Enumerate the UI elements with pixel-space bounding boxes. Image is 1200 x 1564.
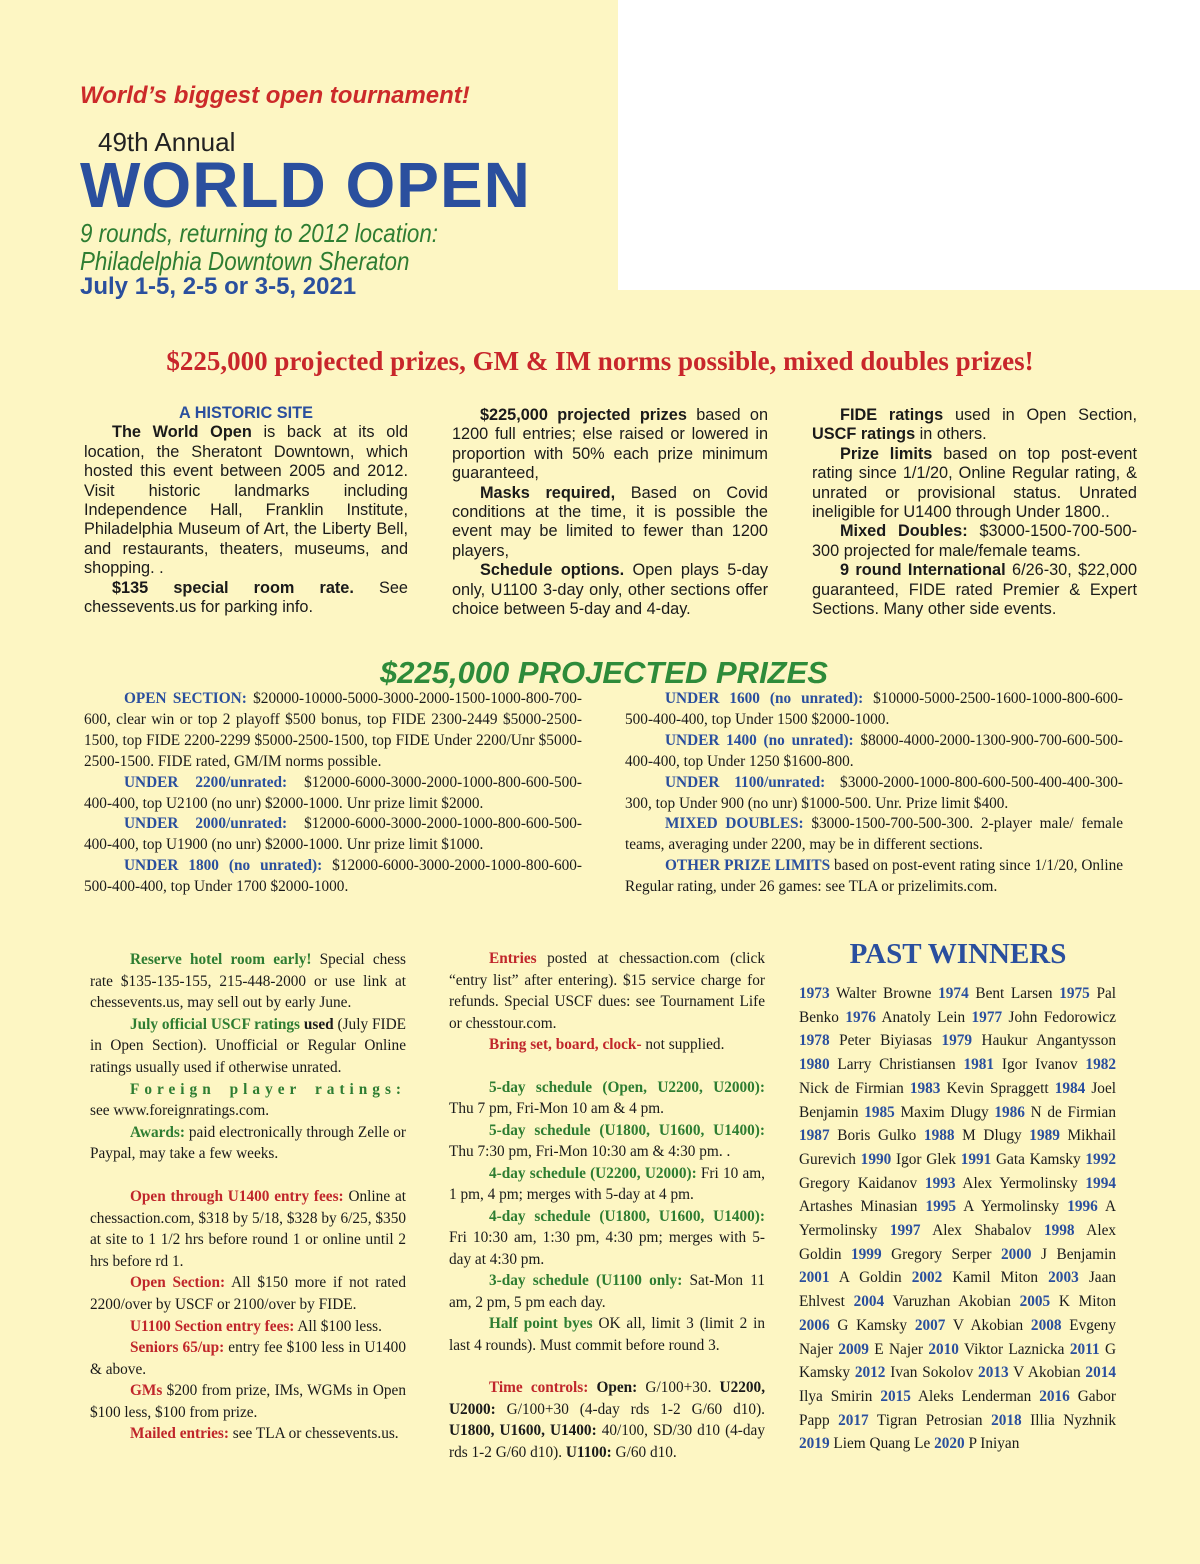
winner-year: 1999 <box>851 1245 882 1263</box>
winner-name: Alex Goldin <box>799 1222 1117 1263</box>
winner-year: 1992 <box>1085 1150 1116 1168</box>
prize-mixed-doubles: MIXED DOUBLES: $3000-1500-700-500-300. 2-player male/ female teams, averaging under 2200, may be in different sections. <box>625 815 1123 854</box>
prizes-left-column <box>84 689 582 898</box>
winner-name: Jaan Ehlvest <box>799 1269 1117 1311</box>
winner-name: Igor Ivanov <box>994 1056 1086 1074</box>
winner-year: 2013 <box>978 1364 1009 1382</box>
prize-open-section: OPEN SECTION: $20000-10000-5000-3000-2000-1500-1000-800-700-600, clear win or top 2 playoff $500 bonus, top FIDE 2300-2449 $5000-2500-1500, top FIDE 2200-2299 $5000-2500-1500, top FIDE Under 2200/Unr $5000-2500-1500. FIDE rated, GM/IM norms possible. <box>84 690 582 770</box>
room-rate-paragraph: $135 special room rate. See chessevents.us for parking info. <box>84 578 408 617</box>
winner-year: 2001 <box>799 1269 830 1287</box>
prizes-heading: $225,000 PROJECTED PRIZES <box>380 655 828 690</box>
mixed-doubles-paragraph: Mixed Doubles: $3000-1500-700-500-300 projected for male/female teams. <box>812 522 1137 560</box>
winner-name: Pal Benko <box>799 985 1117 1026</box>
winner-name: Liem Quang Le <box>829 1435 935 1453</box>
tagline: World’s biggest open tournament! <box>80 82 470 109</box>
entries-paragraph: Entries posted at chessaction.com (click “entry list” after entering). $15 service charge for refunds. Special USCF dues: see Tournament Life or chesstour.com. <box>449 950 765 1032</box>
winner-year: 1985 <box>864 1103 895 1121</box>
ratings-paragraph: FIDE ratings used in Open Section, USCF ratings in others. <box>812 406 1137 444</box>
past-winners-list <box>799 982 1116 1456</box>
winner-name: Walter Browne <box>829 985 939 1002</box>
winner-year: 1998 <box>1043 1222 1075 1240</box>
schedule-5day-a: 5-day schedule (Open, U2200, U2000): Thu 7 pm, Fri-Mon 10 am & 4 pm. <box>449 1078 765 1117</box>
winner-year: 2003 <box>1048 1269 1079 1287</box>
international-paragraph: 9 round International 6/26-30, $22,000 guaranteed, FIDE rated Premier & Expert Sections. Many other side events. <box>812 561 1137 619</box>
time-controls-paragraph: Time controls: Open: G/100+30. U2200, U2000: G/100+30 (4-day rds 1-2 G/60 d10). U1800, U1600, U1400: 40/100, SD/30 d10 (4-day rds 1-2 G/60 d10). U1100: G/60 d10. <box>449 1379 766 1461</box>
winner-year: 2012 <box>854 1364 886 1382</box>
u1100-fee-paragraph: U1100 Section entry fees: All $100 less. <box>130 1317 382 1335</box>
open-section-fee-paragraph: Open Section: All $150 more if not rated 2200/over by USCF or 2100/over by FIDE. <box>90 1274 406 1313</box>
winner-year: 2007 <box>914 1316 946 1334</box>
winner-name: J Benjamin <box>1031 1245 1116 1263</box>
intro-column-historic <box>84 404 408 617</box>
winner-name: K Miton <box>1050 1293 1116 1311</box>
event-dates: July 1-5, 2-5 or 3-5, 2021 <box>80 273 357 300</box>
winner-name: Gabor Papp <box>799 1387 1116 1429</box>
winner-year: 1982 <box>1085 1056 1117 1074</box>
schedule-3day: 3-day schedule (U1100 only: Sat-Mon 11 am, 2 pm, 5 pm each day. <box>449 1272 765 1311</box>
winner-name: Gata Kamsky <box>991 1150 1086 1168</box>
winner-year: 1973 <box>799 985 830 1002</box>
page-title: WORLD OPEN <box>80 149 531 221</box>
winner-year: 1990 <box>860 1150 892 1168</box>
winner-name: Viktor Laznicka <box>958 1340 1070 1358</box>
winner-name: Maxim Dlugy <box>894 1103 995 1121</box>
lower-left-column <box>90 949 406 1445</box>
prize-under-1800: UNDER 1800 (no unrated): $12000-6000-3000-2000-1000-800-600-500-400-400, top Under 1700 $2000-1000. <box>84 857 582 896</box>
winner-year: 2009 <box>838 1340 869 1358</box>
winner-name: Ilya Smirin <box>799 1387 881 1405</box>
bring-equipment-paragraph: Bring set, board, clock- not supplied. <box>489 1036 725 1053</box>
intro-column-prizes <box>452 406 768 619</box>
schedule-4day-a: 4-day schedule (U2200, U2000): Fri 10 am, 1 pm, 4 pm; merges with 5-day at 4 pm. <box>449 1164 765 1203</box>
winner-year: 2004 <box>853 1293 885 1311</box>
prize-under-2200: UNDER 2200/unrated: $12000-6000-3000-2000-1000-800-600-500-400-400, top U2100 (no unr) $2000-1000. Unr prize limit $2000. <box>84 773 582 812</box>
winner-year: 1980 <box>799 1056 830 1074</box>
winner-name: Tigran Petrosian <box>868 1411 992 1429</box>
prize-banner: $225,000 projected prizes, GM & IM norms possible, mixed doubles prizes! <box>166 346 1034 376</box>
winner-name: Igor Glek <box>891 1150 961 1168</box>
winner-year: 2010 <box>928 1340 959 1358</box>
winner-year: 2016 <box>1039 1387 1070 1405</box>
winner-year: 2015 <box>880 1387 911 1405</box>
winner-year: 1995 <box>925 1198 957 1216</box>
blank-panel <box>618 0 1200 290</box>
winner-year: 1994 <box>1085 1174 1116 1192</box>
winner-year: 1989 <box>1029 1127 1060 1145</box>
winner-year: 1975 <box>1059 985 1090 1002</box>
winner-name: Gregory Serper <box>881 1245 1001 1263</box>
historic-site-heading: A HISTORIC SITE <box>179 404 313 422</box>
prize-limits-paragraph: Prize limits based on top post-event rating since 1/1/20, Online Regular rating, & unrated or provisional status. Unrated ineligible for U1400 through Under 1800.. <box>812 444 1137 522</box>
hotel-paragraph: Reserve hotel room early! Special chess rate $135-135-155, 215-448-2000 or use link at chessevents.us, may sell out by early June. <box>90 951 406 1012</box>
winner-name: A Goldin <box>829 1269 912 1287</box>
winner-name: John Fedorowicz <box>1002 1008 1116 1026</box>
schedule-4day-b: 4-day schedule (U1800, U1600, U1400): Fri 10:30 am, 1:30 pm, 4:30 pm; merges with 5-day at 4:30 pm. <box>449 1207 765 1268</box>
winner-name: P Iniyan <box>964 1435 1020 1453</box>
winner-name: A Yermolinsky <box>956 1198 1068 1216</box>
prize-other-limits: OTHER PRIZE LIMITS based on post-event rating since 1/1/20, Online Regular rating, under 26 games: see TLA or prizelimits.com. <box>625 857 1124 896</box>
intro-column-ratings <box>812 406 1137 619</box>
ratings-used-paragraph: July official USCF ratings used (July FIDE in Open Section). Unofficial or Regular Online ratings usually used if otherwise unrated. <box>90 1015 406 1076</box>
winner-name: E Najer <box>868 1340 929 1358</box>
annual-label: 49th Annual <box>98 127 236 157</box>
winner-name: M Dlugy <box>954 1127 1030 1145</box>
winner-year: 2002 <box>911 1269 943 1287</box>
winner-name: Artashes Minasian <box>799 1198 926 1216</box>
winner-year: 2020 <box>934 1435 965 1453</box>
winner-year: 1983 <box>909 1079 941 1097</box>
mailed-entries-paragraph: Mailed entries: see TLA or chessevents.us. <box>130 1425 399 1443</box>
winner-year: 1996 <box>1067 1198 1098 1216</box>
winner-year: 2018 <box>991 1411 1022 1429</box>
gms-paragraph: GMs $200 from prize, IMs, WGMs in Open $100 less, $100 from prize. <box>90 1382 406 1421</box>
lower-middle-column <box>449 948 765 1463</box>
winner-year: 1997 <box>889 1222 921 1240</box>
entry-fees-paragraph: Open through U1400 entry fees: Online at chessaction.com, $318 by 5/18, $328 by 6/25, $350 at site to 1 1/2 hrs before round 1 or online until 2 hrs before rd 1. <box>90 1187 406 1270</box>
winner-year: 1976 <box>845 1008 876 1026</box>
winner-name: Bent Larsen <box>968 985 1060 1002</box>
subtitle-line-1: 9 rounds, returning to 2012 location: <box>80 218 439 248</box>
byes-paragraph: Half point byes OK all, limit 3 (limit 2 in last 4 rounds). Must commit before round 3. <box>449 1315 765 1354</box>
winner-name: Varuzhan Akobian <box>884 1293 1020 1311</box>
winner-name: Kevin Spraggett <box>940 1079 1055 1097</box>
masks-paragraph: Masks required, Based on Covid conditions at the time, it is possible the event may be limited to fewer than 1200 players, <box>452 483 768 560</box>
winner-name: Ivan Sokolov <box>885 1364 979 1382</box>
winner-name: Boris Gulko <box>829 1127 924 1145</box>
projected-prizes-paragraph: $225,000 projected prizes based on 1200 full entries; else raised or lowered in proportion with 50% each prize minimum guaranteed, <box>452 406 768 483</box>
winner-name: Kamil Miton <box>942 1269 1049 1287</box>
winner-name: Nick de Firmian <box>799 1079 910 1097</box>
winner-name: N de Firmian <box>1024 1103 1116 1121</box>
winner-name: Mikhail Gurevich <box>799 1127 1116 1168</box>
prize-under-1600: UNDER 1600 (no unrated): $10000-5000-2500-1600-1000-800-600-500-400-400, top Under 1500 $2000-1000. <box>625 690 1123 728</box>
winner-year: 2008 <box>1030 1316 1062 1334</box>
winner-year: 1974 <box>938 985 969 1002</box>
winner-year: 2006 <box>799 1316 830 1334</box>
winner-year: 1988 <box>923 1127 955 1145</box>
winner-name: Larry Christiansen <box>829 1056 964 1074</box>
winner-year: 2005 <box>1019 1293 1051 1311</box>
winner-year: 2019 <box>799 1435 830 1453</box>
winner-name: Alex Yermolinsky <box>955 1174 1086 1192</box>
winner-name: Evgeny Najer <box>799 1316 1116 1358</box>
winner-name: G Kamsky <box>799 1340 1117 1382</box>
winner-year: 1977 <box>971 1008 1003 1026</box>
winner-name: Alex Shabalov <box>920 1222 1044 1240</box>
schedule-5day-b: 5-day schedule (U1800, U1600, U1400): Thu 7:30 pm, Fri-Mon 10:30 am & 4:30 pm. . <box>449 1121 765 1160</box>
winner-name: Joel Benjamin <box>799 1079 1116 1121</box>
winner-year: 2000 <box>1000 1245 1032 1263</box>
winner-year: 1993 <box>924 1174 956 1192</box>
awards-paragraph: Awards: paid electronically through Zelle or Paypal, may take a few weeks. <box>90 1123 406 1163</box>
winner-name: A Yermolinsky <box>799 1198 1117 1240</box>
winner-name: Gregory Kaidanov <box>799 1174 925 1192</box>
winner-name: V Akobian <box>1008 1364 1086 1382</box>
prize-under-1100: UNDER 1100/unrated: $3000-2000-1000-800-600-500-400-400-300-300, top Under 900 (no unr) $1000-500. Unr. Prize limit $400. <box>625 773 1123 812</box>
winner-year: 1979 <box>941 1032 973 1050</box>
past-winners-heading: PAST WINNERS <box>849 938 1067 970</box>
historic-paragraph: The World Open is back at its old location, the Sheratont Downtown, which hosted this event between 2005 and 2012. Visit historic landmarks including Independence Hall, Franklin Institute, Philadelphia Museum of Art, the Liberty Bell, and restaurants, theaters, museums, and shopping. . <box>84 423 408 578</box>
schedule-options-paragraph: Schedule options. Open plays 5-day only, U1100 3-day only, other sections offer choice between 5-day and 4-day. <box>452 561 768 619</box>
winner-year: 2014 <box>1085 1364 1117 1382</box>
winner-name: Aleks Lenderman <box>910 1387 1040 1405</box>
winner-year: 1981 <box>963 1056 995 1074</box>
winner-year: 2017 <box>838 1411 869 1429</box>
prize-under-1400: UNDER 1400 (no unrated): $8000-4000-2000-1300-900-700-600-500-400-400, top Under 1250 $1600-800. <box>625 731 1123 770</box>
prize-under-2000: UNDER 2000/unrated: $12000-6000-3000-2000-1000-800-600-500-400-400, top U1900 (no unr) $2000-1000. Unr prize limit $1000. <box>84 815 582 854</box>
winner-name: Peter Biyiasas <box>829 1032 942 1050</box>
winner-year: 2011 <box>1069 1340 1100 1358</box>
foreign-ratings-paragraph: Foreign player ratings: see www.foreignratings.com. <box>90 1080 406 1120</box>
winner-year: 1978 <box>799 1032 830 1050</box>
winner-year: 1987 <box>799 1127 830 1145</box>
seniors-paragraph: Seniors 65/up: entry fee $100 less in U1400 & above. <box>90 1339 406 1378</box>
winner-year: 1991 <box>960 1150 992 1168</box>
winner-name: V Akobian <box>945 1316 1031 1334</box>
winner-year: 1986 <box>994 1103 1025 1121</box>
prizes-right-column <box>625 689 1123 898</box>
winner-year: 1984 <box>1054 1079 1086 1097</box>
winner-name: Anatoly Lein <box>875 1008 972 1026</box>
winner-name: Illia Nyzhnik <box>1021 1411 1116 1429</box>
winner-name: G Kamsky <box>829 1316 915 1334</box>
subtitle-line-2: Philadelphia Downtown Sheraton <box>80 246 410 276</box>
winner-name: Haukur Angantysson <box>972 1032 1116 1050</box>
